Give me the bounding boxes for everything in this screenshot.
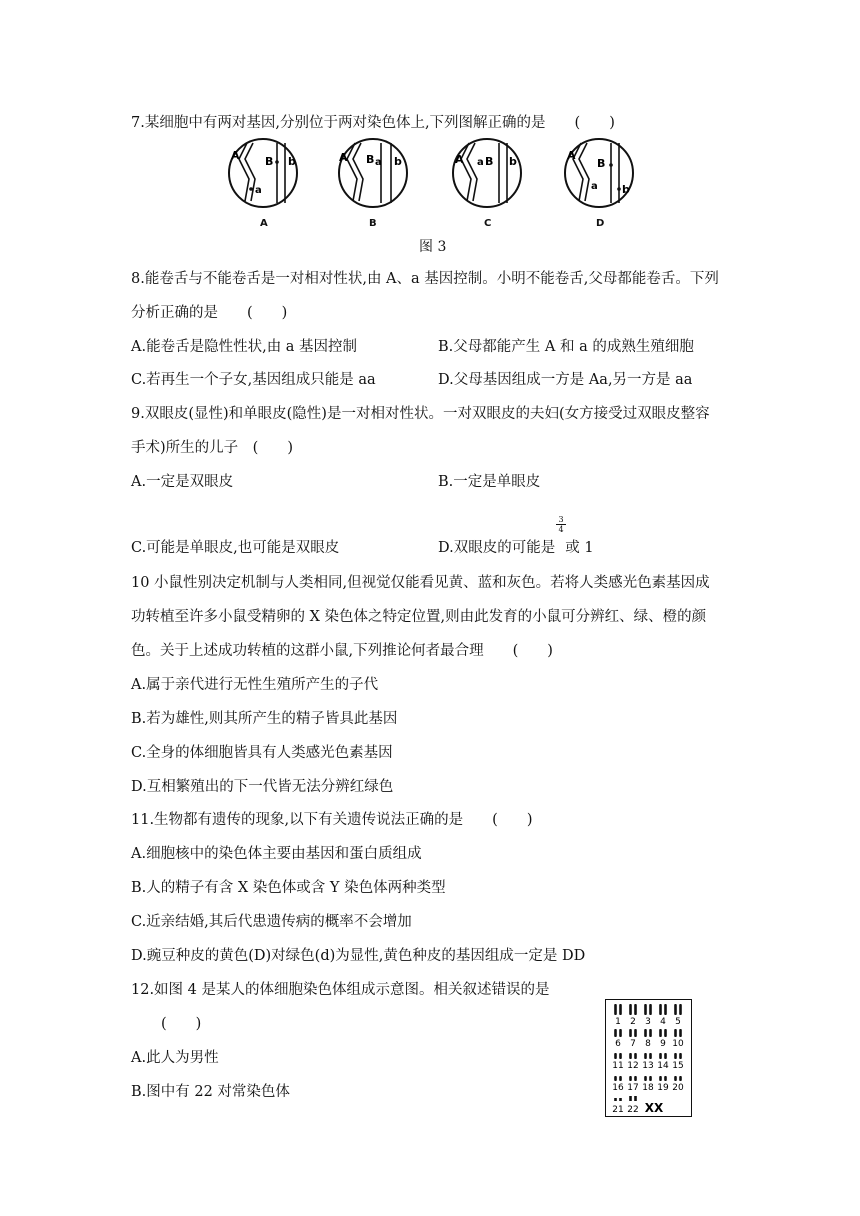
chromosome: [629, 1029, 632, 1037]
chromosome-number: 7: [630, 1039, 636, 1049]
q8-option-a: A.能卷舌是隐性性状,由 a 基因控制: [131, 339, 358, 355]
cell-a-diagram: [229, 139, 297, 207]
chromosome-pair: [629, 1004, 637, 1015]
chromosome: [644, 1076, 647, 1081]
chromosome: [674, 1053, 677, 1059]
chromosome-pair: [614, 1076, 622, 1081]
fig-option-c-label: C: [484, 218, 492, 229]
fraction-numerator: 3: [556, 515, 566, 525]
q10-option-b: B.若为雄性,则其所产生的精子皆具此基因: [131, 711, 398, 727]
chromosome-pair: [629, 1029, 637, 1037]
cell-d-diagram: [565, 139, 633, 207]
q9-stem-line2: 手术)所生的儿子 ( ): [131, 440, 293, 456]
svg-text:a: a: [591, 181, 598, 192]
chromosome-number: 18: [642, 1083, 654, 1093]
chromosome-number: 22: [627, 1105, 639, 1115]
cell-c-diagram: [453, 139, 521, 207]
chromosome: [634, 1076, 637, 1081]
chromosome-pair: [629, 1053, 637, 1059]
svg-text:B: B: [366, 153, 375, 166]
q8-option-b: B.父母都能产生 A 和 a 的成熟生殖细胞: [438, 339, 694, 355]
q9-option-d-suffix: 或 1: [565, 540, 594, 556]
chromosome: [629, 1096, 632, 1101]
chromosome: [629, 1053, 632, 1059]
chromosome-number: 15: [672, 1061, 684, 1071]
svg-text:A: A: [231, 149, 240, 162]
chromosome-pair: [629, 1096, 637, 1101]
chromosome: [649, 1029, 652, 1037]
chromosome-pair: [644, 1053, 652, 1059]
q11-option-d: D.豌豆种皮的黄色(D)对绿色(d)为显性,黄色种皮的基因组成一定是 DD: [131, 948, 586, 964]
chromosome: [674, 1076, 677, 1081]
chromosome-number: 9: [660, 1039, 666, 1049]
chromosome-pair: [674, 1004, 682, 1015]
q10-stem-line3: 色。关于上述成功转植的这群小鼠,下列推论何者最合理 ( ): [131, 643, 553, 659]
chromosome: [649, 1004, 652, 1015]
chromosome-pair: [644, 1076, 652, 1081]
chromosome: [619, 1053, 622, 1059]
chromosome: [619, 1029, 622, 1037]
svg-text:b: b: [394, 155, 402, 168]
chromosome: [644, 1029, 647, 1037]
svg-text:A: A: [567, 149, 576, 162]
chromosome: [619, 1004, 622, 1015]
fraction-denominator: 4: [558, 525, 564, 534]
q11-option-b: B.人的精子有含 X 染色体或含 Y 染色体两种类型: [131, 880, 446, 896]
fig-option-d-label: D: [596, 218, 605, 229]
chromosome: [644, 1004, 647, 1015]
chromosome: [614, 1029, 617, 1037]
chromosome-number: 2: [630, 1017, 636, 1027]
chromosome: [619, 1098, 622, 1101]
chromosome-pair: [614, 1053, 622, 1059]
chromosome: [664, 1053, 667, 1059]
sex-chromosomes-label: XX: [644, 1101, 664, 1115]
q8-option-d: D.父母基因组成一方是 Aa,另一方是 aa: [438, 372, 693, 388]
svg-text:a: a: [375, 157, 382, 168]
chromosome-number: 12: [627, 1061, 639, 1071]
svg-text:b: b: [622, 183, 630, 196]
chromosome-pair: [614, 1004, 622, 1015]
chromosome-number: 4: [660, 1017, 666, 1027]
chromosome: [619, 1076, 622, 1081]
chromosome: [659, 1029, 662, 1037]
q9-option-d-prefix: D.双眼皮的可能是: [438, 540, 556, 556]
chromosome: [659, 1004, 662, 1015]
chromosome-number: 17: [627, 1083, 639, 1093]
chromosome-number: 21: [612, 1105, 624, 1115]
chromosome-pair: [644, 1004, 652, 1015]
chromosome-number: 14: [657, 1061, 669, 1071]
q7-stem: 7.某细胞中有两对基因,分别位于两对染色体上,下列图解正确的是 ( ): [131, 115, 615, 131]
chromosome-number: 13: [642, 1061, 654, 1071]
karyotype-figure: [605, 999, 692, 1117]
chromosome: [674, 1004, 677, 1015]
svg-text:b: b: [288, 155, 296, 168]
chromosome: [674, 1029, 677, 1037]
chromosome-pair: [659, 1053, 667, 1059]
chromosome: [679, 1053, 682, 1059]
q9-option-b: B.一定是单眼皮: [438, 474, 541, 490]
chromosome-number: 1: [615, 1017, 621, 1027]
chromosome-pair: [614, 1098, 622, 1101]
chromosome: [614, 1098, 617, 1101]
svg-text:B: B: [485, 155, 494, 168]
chromosome: [679, 1076, 682, 1081]
cell-b-diagram: [339, 139, 407, 207]
chromosome-number: 19: [657, 1083, 669, 1093]
q10-stem-line2: 功转植至许多小鼠受精卵的 X 染色体之特定位置,则由此发育的小鼠可分辨红、绿、橙的颜: [131, 609, 707, 625]
chromosome-pair: [659, 1076, 667, 1081]
q10-option-a: A.属于亲代进行无性生殖所产生的子代: [131, 677, 379, 693]
chromosome-pair: [659, 1004, 667, 1015]
svg-text:A: A: [339, 151, 348, 164]
chromosome-pair: [674, 1076, 682, 1081]
chromosome-number: 5: [675, 1017, 681, 1027]
fig-option-b-label: B: [369, 218, 377, 229]
fraction-three-quarters: [556, 515, 566, 534]
chromosome: [679, 1004, 682, 1015]
svg-text:B: B: [597, 157, 606, 170]
chromosome: [659, 1053, 662, 1059]
chromosome-number: 11: [612, 1061, 624, 1071]
chromosome-pair: [674, 1029, 682, 1037]
chromosome: [614, 1004, 617, 1015]
q11-option-c: C.近亲结婚,其后代患遗传病的概率不会增加: [131, 914, 412, 930]
q9-option-d: [438, 538, 594, 558]
svg-text:a: a: [477, 157, 484, 168]
q8-option-c: C.若再生一个子女,基因组成只能是 aa: [131, 372, 376, 388]
chromosome: [664, 1004, 667, 1015]
figure-3-caption: 图 3: [419, 239, 447, 255]
q9-option-a: A.一定是双眼皮: [131, 474, 234, 490]
svg-text:A: A: [455, 153, 464, 166]
chromosome-number: 8: [645, 1039, 651, 1049]
chromosome-number: 6: [615, 1039, 621, 1049]
chromosome-number: 10: [672, 1039, 684, 1049]
q10-option-d: D.互相繁殖出的下一代皆无法分辨红绿色: [131, 779, 394, 795]
chromosome: [614, 1053, 617, 1059]
q11-stem: 11.生物都有遗传的现象,以下有关遗传说法正确的是 ( ): [131, 812, 533, 828]
chromosome-pair: [629, 1076, 637, 1081]
chromosome: [649, 1053, 652, 1059]
chromosome: [679, 1029, 682, 1037]
svg-text:B: B: [265, 155, 274, 168]
chromosome: [634, 1004, 637, 1015]
chromosome: [664, 1076, 667, 1081]
chromosome-pair: [659, 1029, 667, 1037]
chromosome-number: 3: [645, 1017, 651, 1027]
q7-figure: [215, 135, 655, 235]
chromosome: [634, 1053, 637, 1059]
q11-option-a: A.细胞核中的染色体主要由基因和蛋白质组成: [131, 846, 422, 862]
chromosome: [659, 1076, 662, 1081]
chromosome-number: 20: [672, 1083, 684, 1093]
q9-stem-line1: 9.双眼皮(显性)和单眼皮(隐性)是一对相对性状。一对双眼皮的夫妇(女方接受过双眼皮整容: [131, 406, 710, 422]
svg-text:a: a: [255, 185, 262, 196]
chromosome-pair: [674, 1053, 682, 1059]
q8-stem-line2: 分析正确的是 ( ): [131, 305, 288, 321]
q12-option-b: B.图中有 22 对常染色体: [131, 1084, 290, 1100]
svg-text:b: b: [509, 155, 517, 168]
chromosome: [629, 1004, 632, 1015]
q10-option-c: C.全身的体细胞皆具有人类感光色素基因: [131, 745, 393, 761]
chromosome: [634, 1096, 637, 1101]
chromosome-number: 16: [612, 1083, 624, 1093]
chromosome: [614, 1076, 617, 1081]
q8-stem-line1: 8.能卷舌与不能卷舌是一对相对性状,由 A、a 基因控制。小明不能卷舌,父母都能卷舌。下列: [131, 271, 719, 287]
chromosome-pair: [614, 1029, 622, 1037]
q10-stem-line1: 10 小鼠性别决定机制与人类相同,但视觉仅能看见黄、蓝和灰色。若将人类感光色素基因成: [131, 575, 710, 591]
chromosome-pair: [644, 1029, 652, 1037]
chromosome: [644, 1053, 647, 1059]
chromosome: [629, 1076, 632, 1081]
q12-stem-line1: 12.如图 4 是某人的体细胞染色体组成示意图。相关叙述错误的是: [131, 982, 550, 998]
q12-option-a: A.此人为男性: [131, 1050, 219, 1066]
q9-option-c: C.可能是单眼皮,也可能是双眼皮: [131, 540, 340, 556]
chromosome: [664, 1029, 667, 1037]
chromosome: [634, 1029, 637, 1037]
q12-stem-line2: ( ): [161, 1016, 202, 1032]
chromosome: [649, 1076, 652, 1081]
fig-option-a-label: A: [260, 218, 268, 229]
